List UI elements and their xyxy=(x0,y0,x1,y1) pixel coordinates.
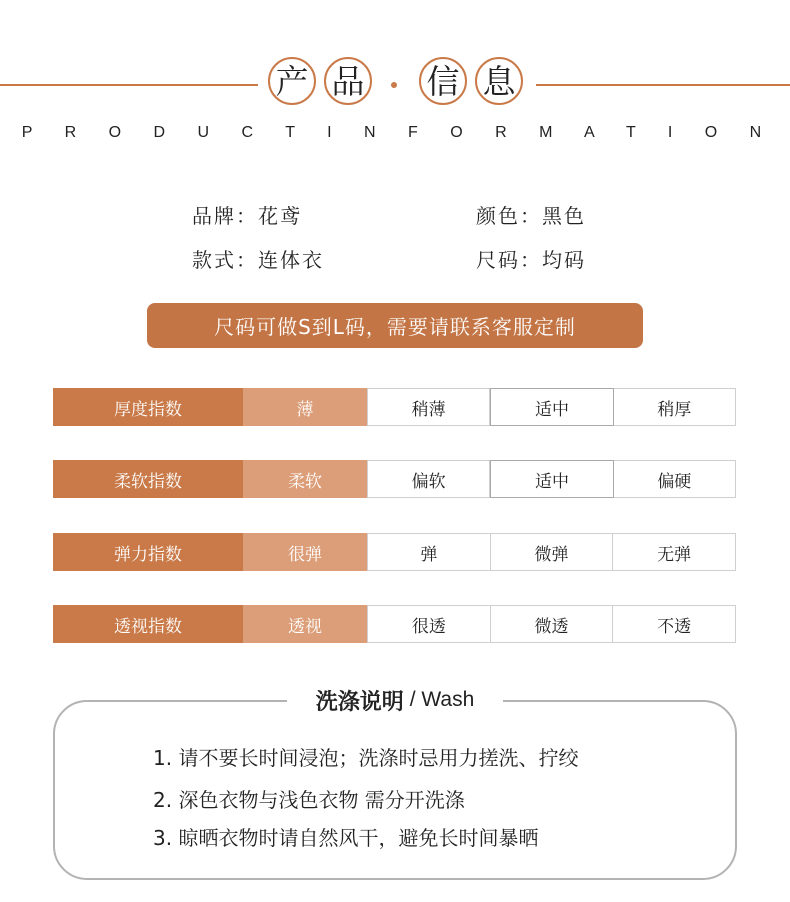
wash-title-cn: 洗涤说明 xyxy=(315,689,404,715)
index-row-transparency xyxy=(53,605,736,643)
index-selected: 柔软 xyxy=(243,460,367,498)
wash-title-en: / Wash xyxy=(409,688,475,711)
title-separator-dot xyxy=(391,82,397,88)
wash-title xyxy=(287,683,503,717)
index-label: 弹力指数 xyxy=(53,533,243,571)
index-option: 稍薄 xyxy=(367,388,490,426)
info-color: 颜色：黑色 xyxy=(476,204,586,228)
index-selected: 透视 xyxy=(243,605,367,643)
title-char-3: 信 xyxy=(419,57,467,105)
index-option: 适中 xyxy=(490,388,613,426)
index-option: 弹 xyxy=(367,533,491,571)
index-row-elasticity xyxy=(53,533,736,571)
index-option: 微透 xyxy=(491,605,614,643)
index-option: 微弹 xyxy=(491,533,614,571)
title-char-2: 品 xyxy=(324,57,372,105)
wash-line-2: 2. 深色衣物与浅色衣物 需分开洗涤 xyxy=(153,788,465,812)
wash-line-1: 1. 请不要长时间浸泡；洗涤时忌用力搓洗、拧绞 xyxy=(153,746,579,770)
size-custom-banner: 尺码可做S到L码，需要请联系客服定制 xyxy=(147,303,643,348)
index-label: 厚度指数 xyxy=(53,388,243,426)
index-option: 很透 xyxy=(367,605,491,643)
wash-line-3: 3. 晾晒衣物时请自然风干，避免长时间暴晒 xyxy=(153,826,539,850)
index-option: 稍厚 xyxy=(614,388,736,426)
header-rule-left xyxy=(0,84,258,86)
index-row-thickness xyxy=(53,388,736,426)
index-selected: 薄 xyxy=(243,388,367,426)
title-char-1: 产 xyxy=(268,57,316,105)
index-option: 无弹 xyxy=(613,533,736,571)
info-size: 尺码：均码 xyxy=(476,248,586,272)
header-rule-right xyxy=(536,84,790,86)
index-option: 偏硬 xyxy=(614,460,736,498)
title-char-4: 息 xyxy=(475,57,523,105)
index-option: 不透 xyxy=(613,605,736,643)
info-style: 款式：连体衣 xyxy=(192,248,324,272)
page-subtitle: P R O D U C T I N F O R M A T I O N xyxy=(21,124,776,141)
index-option: 偏软 xyxy=(367,460,490,498)
index-row-softness xyxy=(53,460,736,498)
index-selected: 很弹 xyxy=(243,533,367,571)
index-label: 柔软指数 xyxy=(53,460,243,498)
index-option: 适中 xyxy=(490,460,613,498)
index-label: 透视指数 xyxy=(53,605,243,643)
info-brand: 品牌：花鸢 xyxy=(192,204,302,228)
